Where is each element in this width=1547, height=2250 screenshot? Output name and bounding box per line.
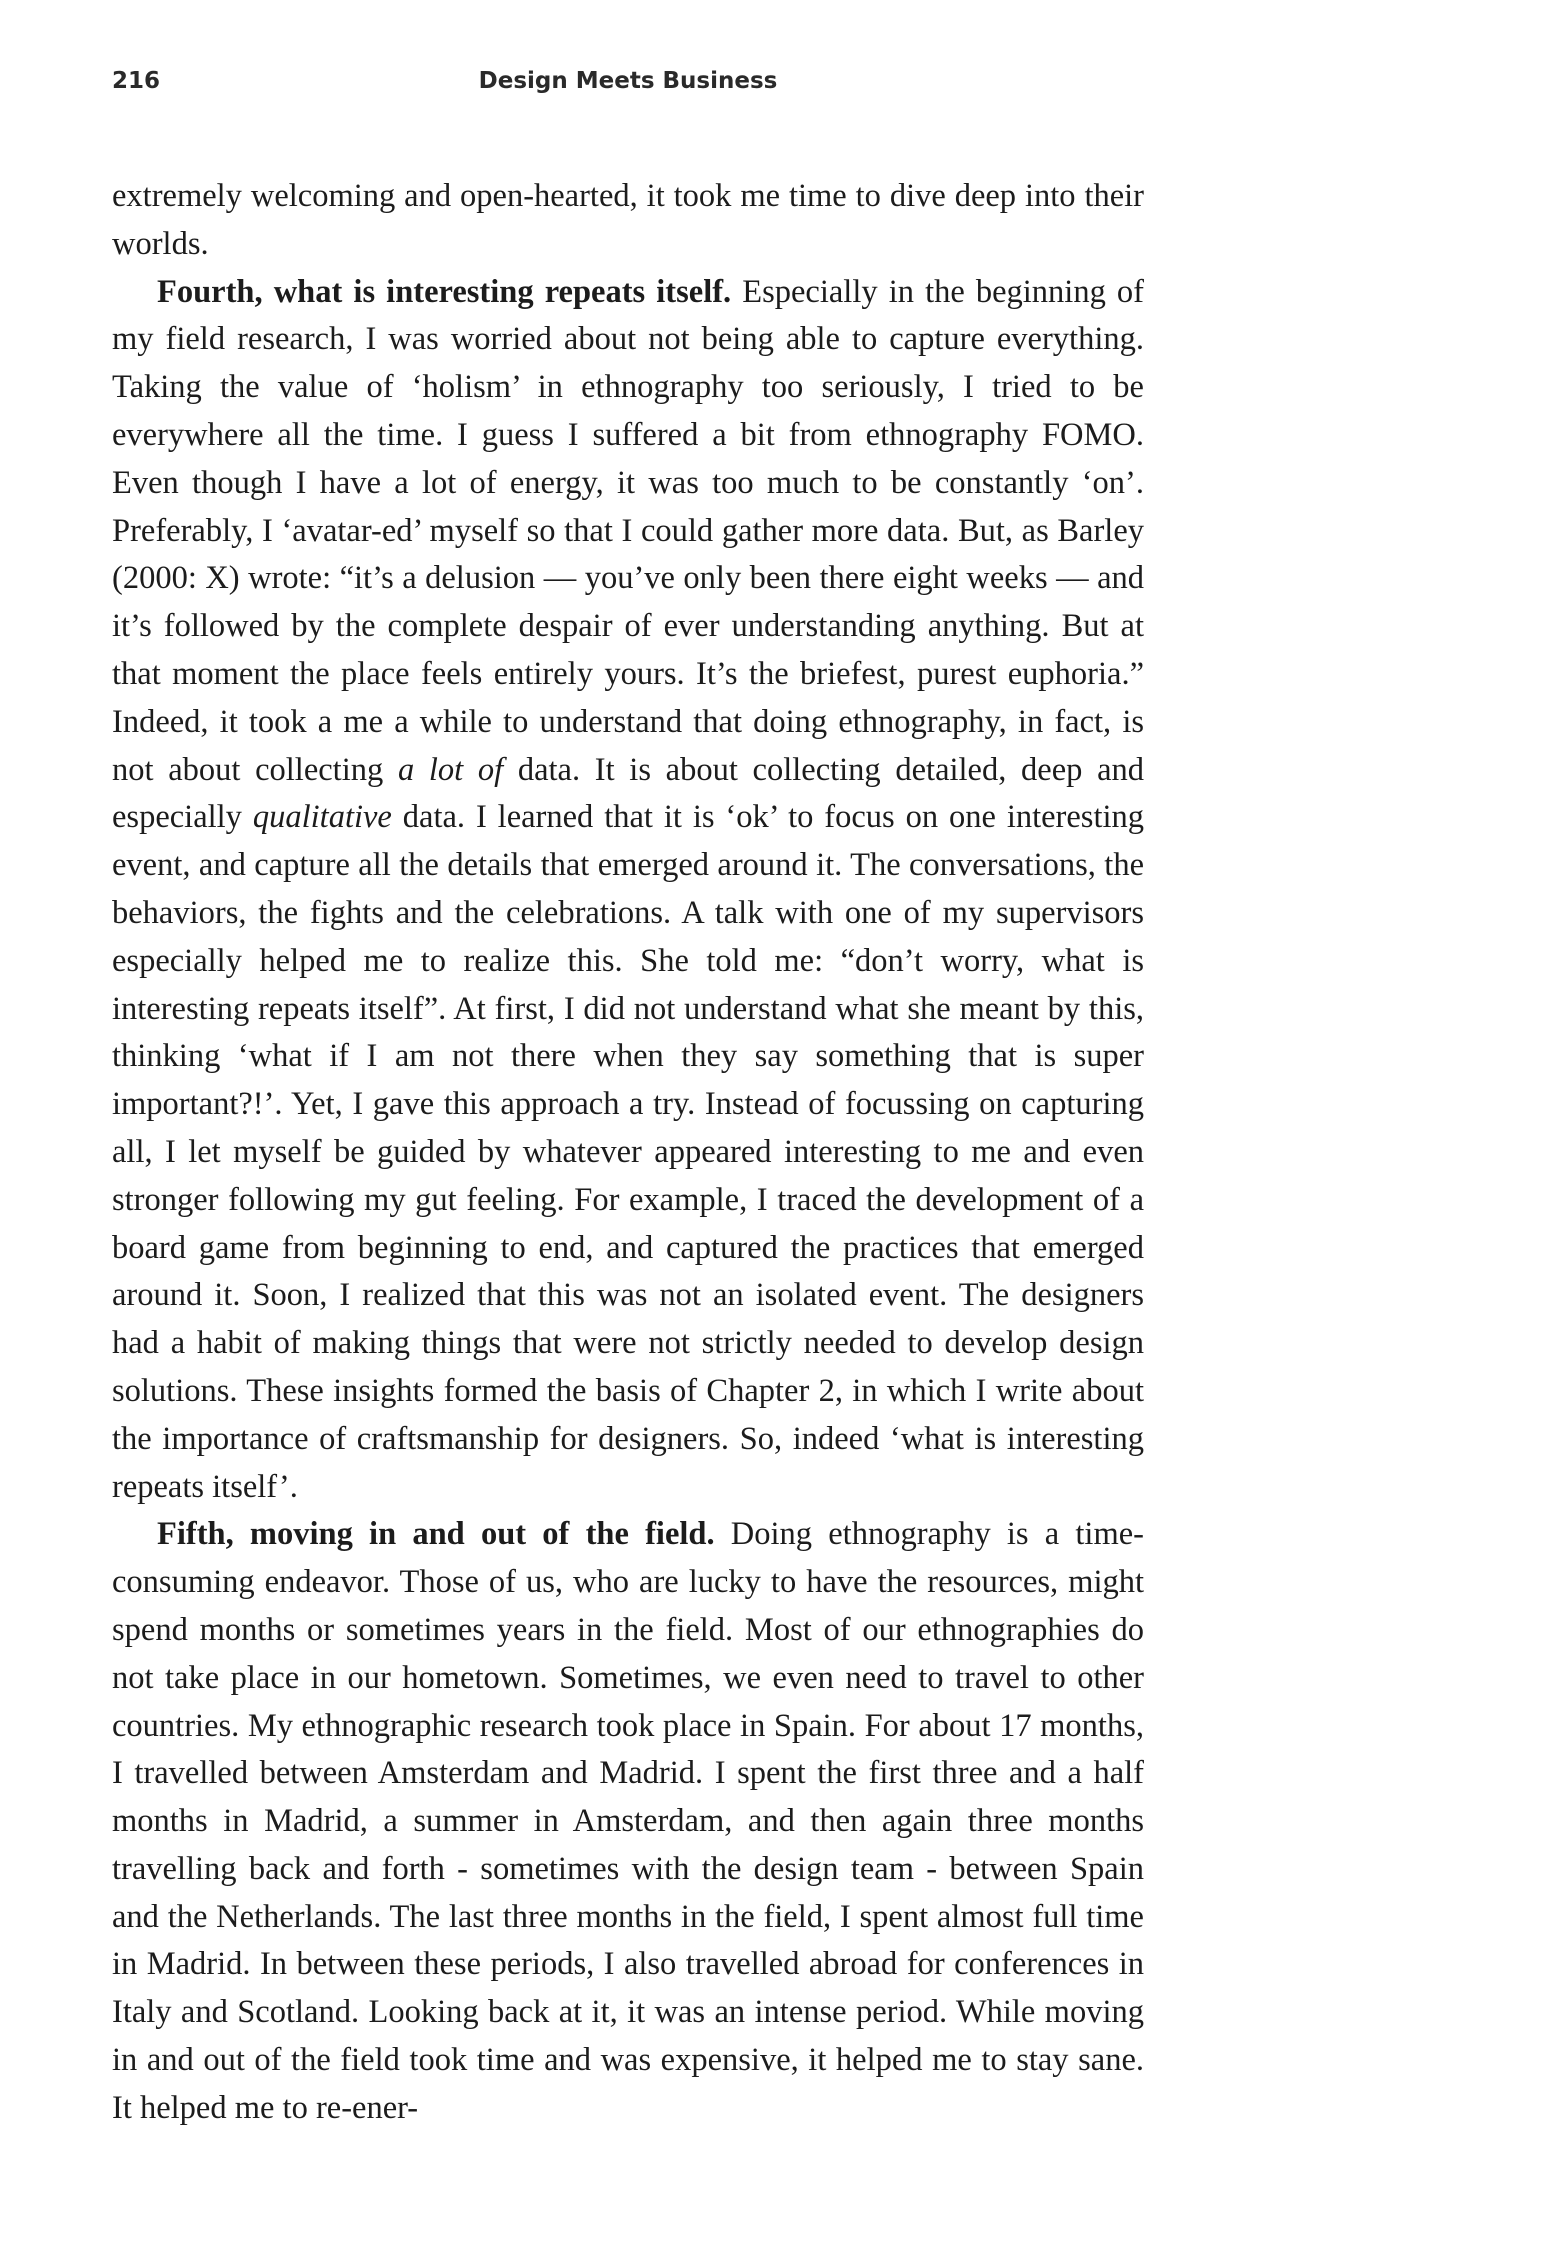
emphasis-text: qualitative	[252, 799, 392, 836]
paragraph-fifth	[112, 1511, 1144, 2132]
paragraph-text: data. It is about collecting detailed, deep and especially	[112, 751, 1144, 836]
page-number: 216	[112, 68, 161, 94]
paragraph-text: Doing ethnography is a time-consuming endeavor. Those of us, who are lucky to have the resources, might spend months or sometimes years in the field. Most of our ethnographies do not take place in our hometown. Sometimes, we even need to travel to other countries. My ethnographic research took place in Spain. For about 17 months, I travelled between Amsterdam and Madrid. I spent the first three and a half months in Madrid, a summer in Amsterdam, and then again three months travelling back and forth - sometimes with the design team - between Spain and the Netherlands. The last three months in the field, I spent almost full time in Madrid. In between these periods, I also travelled abroad for conferences in Italy and Scotland. Looking back at it, it was an intense period. While moving in and out of the field took time and was expensive, it helped me to stay sane. It helped me to re-ener-	[112, 1516, 1144, 2126]
paragraph-text: extremely welcoming and open-hearted, it took me time to dive deep into their worlds.	[112, 178, 1144, 262]
running-head	[112, 68, 1144, 100]
paragraph-heading: Fourth, what is interesting repeats itself.	[157, 273, 732, 310]
body-text	[112, 173, 1144, 2133]
paragraph-text: Especially in the beginning of my field research, I was worried about not being able to capture everything. Taking the value of ‘holism’ in ethnography too seriously, I tried to be everywhere all the time. I guess I suffered a bit from ethnography FOMO. Even though I have a lot of energy, it was too much to be constantly ‘on’. Preferably, I ‘avatar-ed’ myself so that I could gather more data. But, as Barley (2000: X) wrote: “it’s a delusion — you’ve only been there eight weeks — and it’s followed by the complete despair of ever understanding anything. But at that moment the place feels entirely yours. It’s the briefest, purest euphoria.” Indeed, it took a me a while to understand that doing ethnography, in fact, is not about collecting	[112, 273, 1144, 788]
paragraph-text: data. I learned that it is ‘ok’ to focus on one interesting event, and capture all the details that emerged around it. The conversations, the behaviors, the fights and the celebrations. A talk with one of my supervisors especially helped me to realize this. She told me: “don’t worry, what is interesting repeats itself”. At first, I did not understand what she meant by this, thinking ‘what if I am not there when they say something that is super important?!’. Yet, I gave this approach a try. Instead of focussing on capturing all, I let myself be guided by whatever appeared interesting to me and even stronger following my gut feeling. For example, I traced the development of a board game from beginning to end, and captured the practices that emerged around it. Soon, I realized that this was not an isolated event. The designers had a habit of making things that were not strictly needed to develop design solutions. These insights formed the basis of Chapter 2, in which I write about the importance of craftsmanship for designers. So, indeed ‘what is interesting repeats itself’.	[112, 799, 1145, 1505]
paragraph-fourth	[112, 269, 1144, 1512]
emphasis-text: a lot of	[397, 751, 504, 788]
paragraph-heading: Fifth, moving in and out of the field.	[157, 1516, 715, 1553]
paragraph-continuation	[112, 173, 1144, 269]
running-title: Design Meets Business	[478, 68, 778, 94]
